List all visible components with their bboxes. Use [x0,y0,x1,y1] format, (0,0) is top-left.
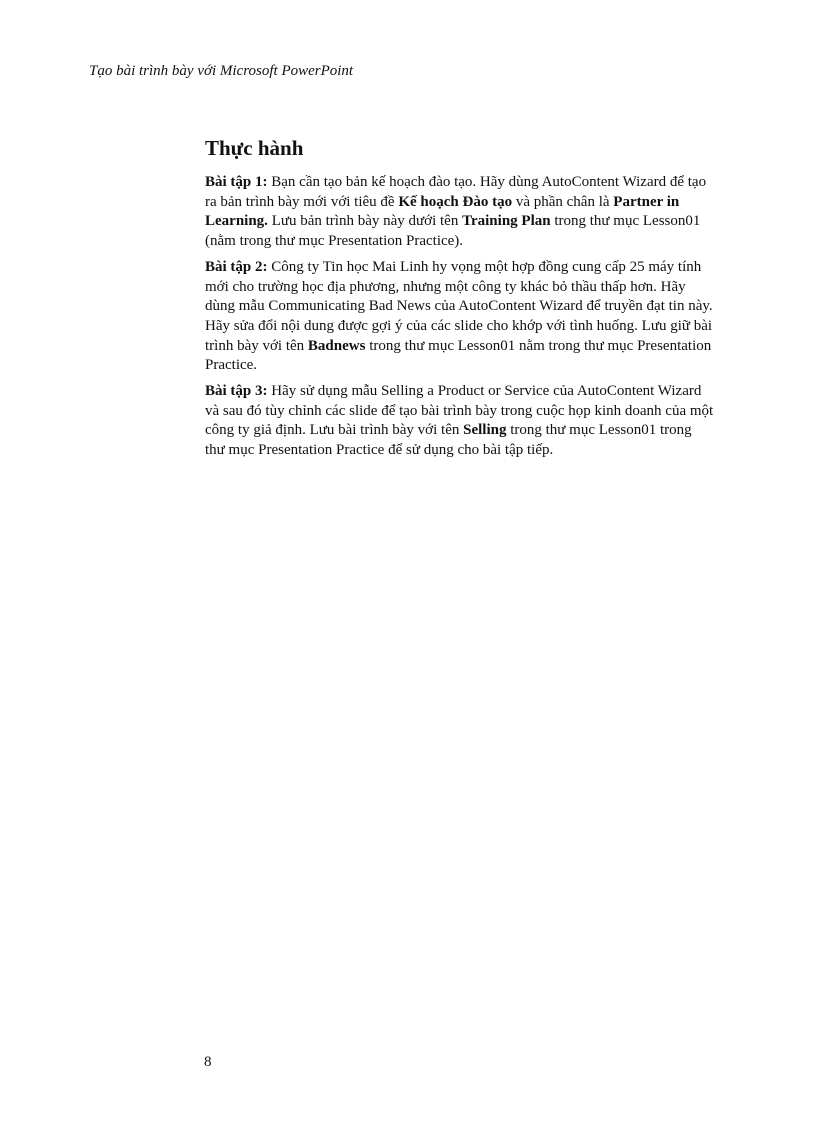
exercise-bold-term: Badnews [307,337,366,354]
exercise-text: Lưu bản trình bày này dưới tên [267,213,463,230]
running-header: Tạo bài trình bày với Microsoft PowerPoint [89,63,354,79]
exercise-3 [205,382,715,461]
exercise-bold-term: Selling [463,422,507,439]
exercise-text: trong thư mục Lesson01 trong thư mục Presentation Practice để sử dụng cho bài tập tiếp. [205,422,692,459]
exercise-bold-term: Partner in Learning. [205,193,680,230]
exercise-label: Bài tập 3: [205,383,268,400]
exercise-text: trong thư mục Lesson01 nằm trong thư mục Presentation Practice. [205,337,712,374]
main-content [205,134,715,467]
exercise-2 [205,258,715,376]
exercise-label: Bài tập 1: [205,174,268,190]
exercise-label: Bài tập 2: [205,258,268,275]
exercise-bold-term: Training Plan [462,213,551,230]
exercise-1 [205,173,715,252]
exercise-text: và phần chân là [512,193,614,210]
exercise-text: Bạn cần tạo bản kế hoạch đào tạo. Hãy dùng AutoContent Wizard để tạo ra bản trình bày mới với tiêu đề [205,174,707,210]
section-title: Thực hành [205,136,304,160]
exercise-bold-term: Kế hoạch Đào tạo [398,193,513,210]
exercise-text: Hãy sử dụng mẫu Selling a Product or Service của AutoContent Wizard và sau đó tùy chỉnh các slide để tạo bài trình bày trong cuộc họp kinh doanh của một công ty giả định. Lưu bài trình bày với tên [205,383,714,439]
exercise-text: Công ty Tin học Mai Linh hy vọng một hợp đồng cung cấp 25 máy tính mới cho trường học địa phương, nhưng một công ty khác bỏ thầu thấp hơn. Hãy dùng mẫu Communicating Bad News của AutoContent Wizard để truyền đạt tin này. Hãy sửa đổi nội dung được gợi ý của các slide cho khớp với tình huống. Lưu giữ bài trình bày với tên [205,258,713,354]
page-number: 8 [204,1054,212,1070]
exercise-text: trong thư mục Lesson01 (nằm trong thư mục Presentation Practice). [205,213,701,250]
